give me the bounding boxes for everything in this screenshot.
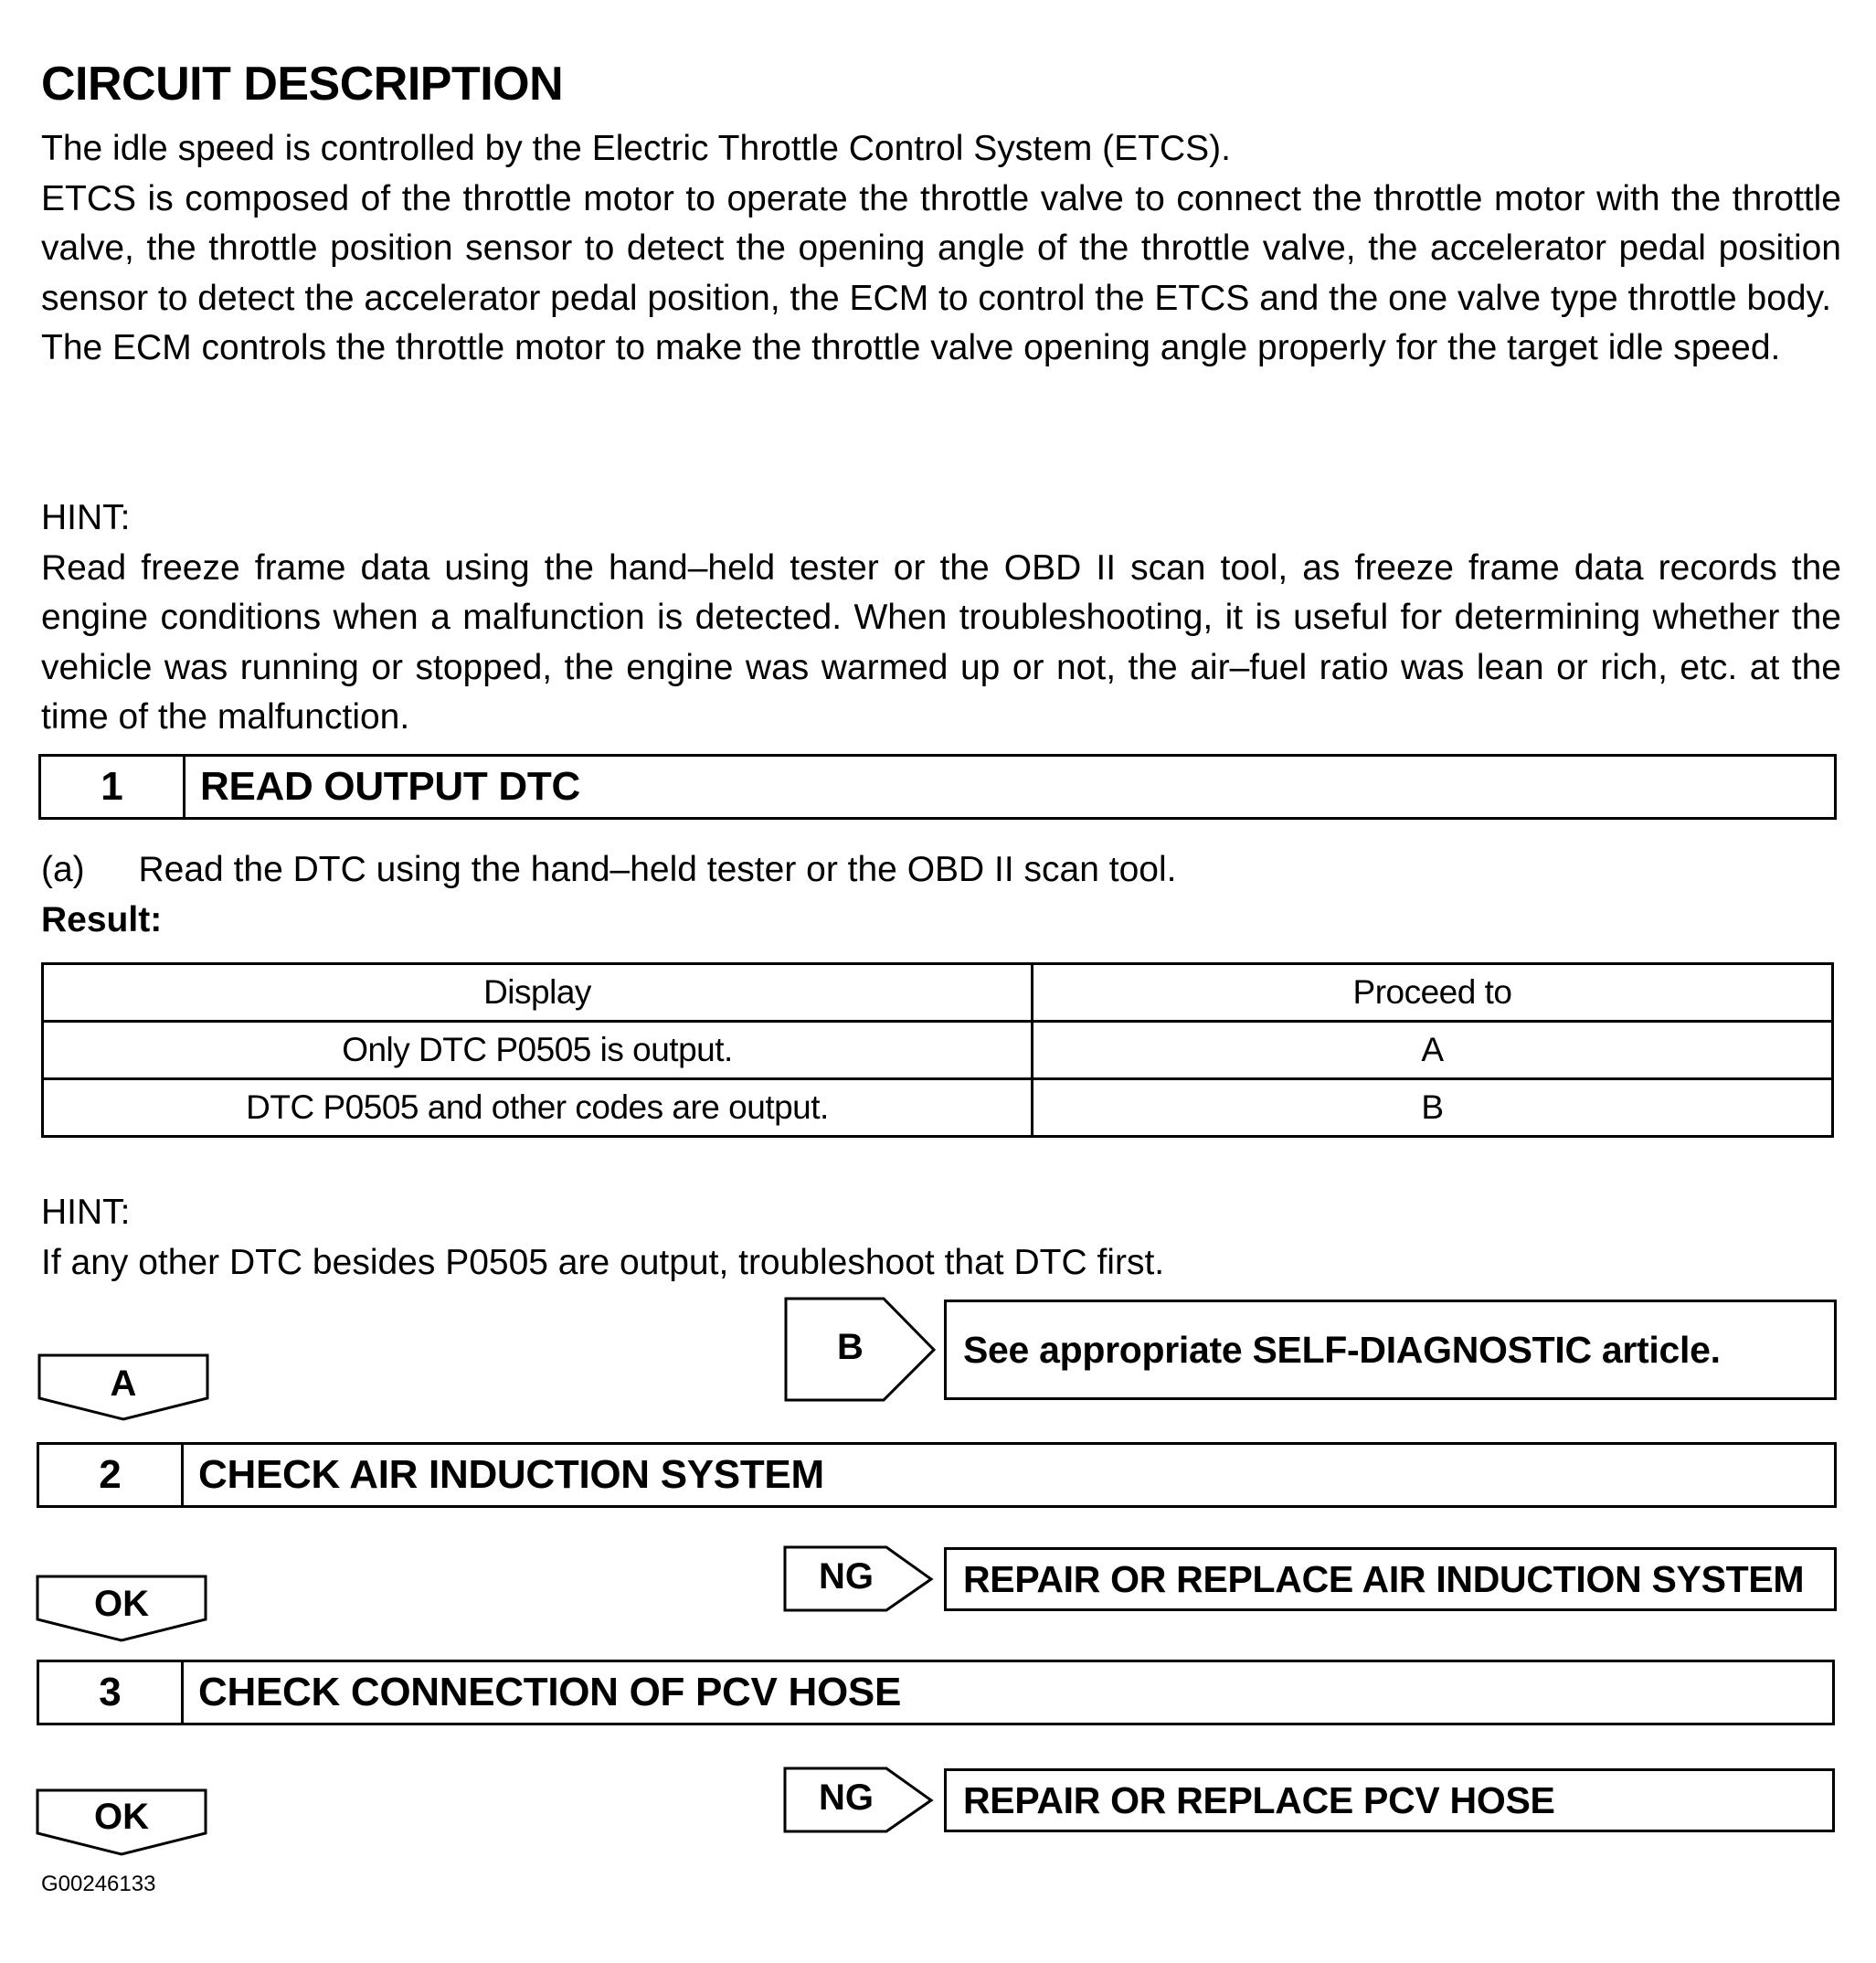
table-header-cell: Proceed to	[1033, 964, 1833, 1022]
result-table	[41, 962, 1834, 1138]
table-cell: A	[1033, 1022, 1833, 1079]
hint-text: If any other DTC besides P0505 are output, troubleshoot that DTC first.	[41, 1242, 1165, 1282]
branch-label-ok: OK	[94, 1797, 149, 1837]
branch-label-ok: OK	[94, 1584, 149, 1624]
description-paragraph: ETCS is composed of the throttle motor to operate the throttle valve to connect the throttle motor with the throttle valve, the throttle position sensor to detect the opening angle of the throttle valve, the accelerator pedal position sensor to detect the accelerator pedal position, the ECM to control the ETCS and the one valve type throttle body.	[41, 178, 1841, 318]
table-row	[43, 1079, 1833, 1137]
branch-label-ng: NG	[819, 1777, 874, 1818]
branch-ng-result: REPAIR OR REPLACE PCV HOSE	[944, 1768, 1835, 1832]
step-number: 1	[41, 757, 185, 817]
step-number: 2	[39, 1445, 184, 1505]
step-title: CHECK AIR INDUCTION SYSTEM	[198, 1452, 824, 1497]
step-3-header	[37, 1660, 1835, 1725]
table-cell: DTC P0505 and other codes are output.	[43, 1079, 1033, 1137]
description-paragraph: The idle speed is controlled by the Electric Throttle Control System (ETCS).	[41, 129, 1231, 168]
step-1-header	[38, 754, 1837, 820]
branch-b-result: See appropriate SELF-DIAGNOSTIC article.	[944, 1300, 1837, 1400]
result-label: Result:	[41, 900, 163, 939]
hint-block	[41, 493, 1841, 743]
step-2-header	[37, 1442, 1837, 1508]
description-body	[41, 124, 1841, 374]
table-header-row	[43, 964, 1833, 1022]
hint-block	[41, 1188, 1841, 1288]
instruction-line	[41, 850, 1177, 890]
branch-ng-result: REPAIR OR REPLACE AIR INDUCTION SYSTEM	[944, 1547, 1837, 1611]
instruction-marker: (a)	[41, 850, 85, 889]
step-title: CHECK CONNECTION OF PCV HOSE	[198, 1670, 901, 1714]
table-header-cell: Display	[43, 964, 1033, 1022]
branch-label-ng: NG	[819, 1556, 874, 1597]
hint-label: HINT:	[41, 1193, 131, 1232]
table-cell: Only DTC P0505 is output.	[43, 1022, 1033, 1079]
section-title: CIRCUIT DESCRIPTION	[41, 58, 564, 111]
table-row	[43, 1022, 1833, 1079]
hint-label: HINT:	[41, 498, 131, 537]
step-number: 3	[39, 1662, 184, 1723]
instruction-text: Read the DTC using the hand–held tester or the OBD II scan tool.	[138, 850, 1177, 889]
figure-id: G00246133	[41, 1872, 156, 1896]
table-cell: B	[1033, 1079, 1833, 1137]
branch-label-a: A	[110, 1363, 137, 1404]
step-title: READ OUTPUT DTC	[200, 764, 580, 809]
hint-text: Read freeze frame data using the hand–held tester or the OBD II scan tool, as freeze frame data records the engine conditions when a malfunction is detected. When troubleshooting, it is useful for determining whether the vehicle was running or stopped, the engine was warmed up or not, the air–fuel ratio was lean or rich, etc. at the time of the malfunction.	[41, 547, 1841, 737]
description-paragraph: The ECM controls the throttle motor to make the throttle valve opening angle properly for the target idle speed.	[41, 328, 1781, 367]
branch-label-b: B	[837, 1327, 864, 1367]
